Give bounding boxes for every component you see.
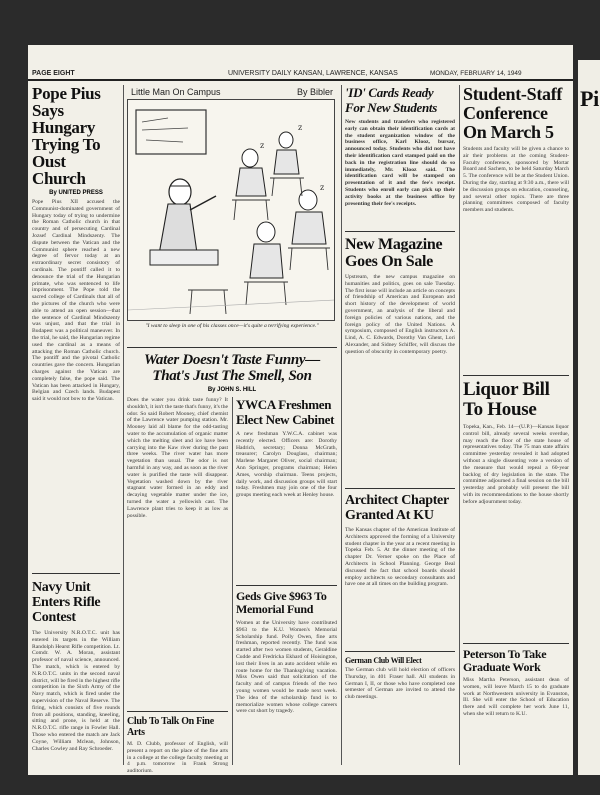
pope-headline: Pope Pius Says Hungary Trying To Oust Church [32,85,101,188]
divider [345,651,455,652]
column-rule [232,397,233,765]
divider [127,711,228,712]
cartoon-illustration [128,100,335,321]
issue-date: MONDAY, FEBRUARY 14, 1949 [430,70,522,77]
divider [236,585,337,586]
svg-text:z: z [298,123,303,132]
water-byline: By JOHN S. HILL [207,387,257,393]
magazine-headline: New Magazine Goes On Sale [345,236,443,270]
peterson-headline: Peterson To Take Graduate Work [463,647,547,674]
svg-text:z: z [260,141,265,150]
magazine-article: Upstream, the new campus magazine on humanities and politics, goes on sale Tuesday. The first issue will include an article on concepts of friendship of American and European and short history of the development of world government, an analysis of the liberal and foreign policies of various nations, and the foreign policy of the United Nations. A symposium, composed of English instructors A. Lind, A. C. Edwards, Dorothy Van Ghent, Lori Alexander, and Sidney Schiffer, will discuss the question of obscurity in contemporary poetry. [345,274,455,355]
navy-article: The University N.R.O.T.C. unit has entered its targets in the William Randolph Hearst Rifle competition. Lt. Comdr. W. A. Moran, assistant professor of naval science, announced. The match, which is entered by N.R.O.T.C. units in the second naval district, will be fired in the highest rifle competition in the Sixth Army of the Navy match, which is fired under the supervision of the Naval Reserve. The firing, which consists of five rounds from all positions, standing, kneeling, sitting and prone, is held at the N.R.O.T.C. rifle range in Fowler Hall. Those who entered the match are Jack Coyne, William Mclean, Johnson, Charles Cowley and Ray Schroeder. [32,630,120,752]
column-3 [236,397,337,770]
divider [463,375,569,376]
water-headline: Water Doesn't Taste Funny—That's Just The Smell, Son [144,352,320,384]
liquor-article: Topeka, Kan., Feb. 14—(U.P.)—Kansas liquor control bill, already several weeks overdue, may reach the floor of the state house of representatives today. The 75 man state affairs committee yesterday revealed it had adopted without a single dissenting vote a version of the measure that would repeal a 60-year backlog of dry legislation in the state. The committee adjourned a final session on the bill yesterday and probably will present the bill with its recommendations to the house shortly before adjournment today. [463,424,569,505]
geds-headline: Geds Give $963 To Memorial Fund [236,589,327,616]
newspaper-page [28,45,573,775]
column-4 [345,85,455,765]
masthead [28,67,573,81]
column-2 [127,397,228,775]
cartoon-caption: "I want to sleep in one of his classes once—it's quite a terrifying experience." [145,323,319,329]
geds-article: Women at the University have contributed $963 to the K.U. Women's Memorial Scholarship fund. Polly Owen, fine arts freshman, reported recently. The fund was started after two women students, Geraldine Cudde and Fredricka Ekhard of Hoisington, lost their lives in an auto accident while en route home for the Thanksgiving vacation. Miss Owen said that solicitation of the faculty and of campus friends of the two young women would be made next week. The idea of the scholarship fund is to memorialize women whose college careers were cut short by tragedy. [236,620,337,715]
cartoon-block [127,85,337,331]
conference-headline: Student-Staff Conference On March 5 [463,85,563,142]
page-number: PAGE EIGHT [32,70,75,77]
ywca-article: A new freshman Y.W.C.A. cabinet was recently elected. Officers are: Dorothy Hadrich, secretary; Donna McGrath, treasurer; Carolyn Douglass, chairman; Marlene Margaret Oliver, social chairman; Ann Springer, programs chairman; Helen Ames, worship chairman. Teens projects, daily work, and discussion groups will start today. Freshmen may join one of the four groups meeting each week at Henley house. [236,431,337,499]
divider [463,643,569,644]
column-rule [341,85,342,765]
column-rule [459,85,460,765]
liquor-headline: Liquor Bill To House [463,379,550,420]
club-headline: Club To Talk On Fine Arts [127,716,214,738]
adjacent-page-fragment: Pi [580,86,599,111]
cartoon-title [127,85,337,99]
cartoon-artist: By Bibler [296,87,333,97]
navy-headline: Navy Unit Enters Rifle Contest [32,580,101,625]
club-article: M. D. Clubb, professor of English, will present a report on the place of the fine arts in a college at the college faculty meeting at 4 p.m. tomorrow in Frank Strong auditorium. [127,741,228,775]
german-article: The German club will hold election of officers Thursday, in 401 Fraser hall. All students in German I, II, or those who have completed one semester of German are invited to attend the club meetings. [345,667,455,701]
column-rule [123,85,124,765]
adjacent-page-edge [578,60,600,775]
conference-article: Students and faculty will be given a chance to air their problems at the coming Student-Faculty conference, sponsored by Mortar Board and Sachem, to be held Saturday March 5. The conference will be at the Student Union. During the day, starting at 9:30 a.m., there will be discussion groups on education, counseling, and several other topics. There are three planning committees composed of faculty members and students. [463,146,569,214]
divider [345,231,455,232]
ywca-headline: YWCA Freshmen Elect New Cabinet [236,397,335,427]
cartoon-drawing [127,99,335,321]
cartoon-series: Little Man On Campus [131,87,221,97]
id-headline: 'ID' Cards Ready For New Students [345,85,438,115]
paper-title: UNIVERSITY DAILY KANSAN, LAWRENCE, KANSAS [228,70,398,77]
pope-byline: By UNITED PRESS [49,190,103,196]
column-1 [32,85,120,765]
divider [127,347,337,348]
water-story [127,343,337,396]
divider [32,573,120,574]
water-article: Does the water you drink taste funny? It shouldn't, it isn't the taste that's funny, it's the odor. So said Robert Mooney, chief chemist of the Lawrence water pumping station. Mr. Mooney laid all blame for the odd-tasting water to the accumulation of organic matter which the melting sleet and ice have been carrying into the Kaw river during the past three weeks. The river water has more vegetation than usual. The odor is not harmful in any way, and as soon as the river water is purified the taste will disappear. Vegetation washed down by the river stagnant water formed in an eddy and decaying vegetable matter under the ice, turned the water a yellowish cast. The Lawrence plant tries to keep it as low as possible. [127,397,228,519]
architect-headline: Architect Chapter Granted At KU [345,493,449,523]
architect-article: The Kansas chapter of the American Institute of Architects approved the forming of a University student chapter in the year at a recent meeting in Topeka Feb. 5. At the dinner meeting of the chapter Dr. Verner spoke on the Place of Architects in School Planning. George Beal discussed the fact that school boards should employ architects so secondary consultants and have one at all times on the building program. [345,527,455,588]
pope-article: Pope Pius XII accused the Communist-dominated government of Hungary today of trying to undermine the Roman Catholic church in that country and of persecuting Cardinal Jozsef Cardinal Mindszenty. The dispute between the Vatican and the Communist sphere reached a new degree of fervor today at an extraordinary secret consistory of cardinals. The pontiff called it to denounce the trial of the Hungarian primate, who was sentenced to life imprisonment. The Pope told the sacred college of Cardinals that all of the pictures of the church who were able to attend an open session—that the sentence of Cardinal Mindszenty was unjust, and that the trial in Budapest was a political maneuver. In the trial, he said, the Hungarian regime used the cardinal as a means of attacking the Roman Catholic church. The pontiff and the pivotal Catholic countries gave the concern. Hungarian charges against the Vatican are completely false, the pope said. The Vatican has been attacked in Hungary, Belgian and Czech lands. Budapest said it would not bow to the Vatican. [32,199,120,403]
peterson-article: Miss Martha Peterson, assistant dean of women, will leave March 15 to do graduate work at Northwestern university in Evanston, Ill. She will enter the School of Education there and will complete her work June 11, when she will return to K.U. [463,677,569,717]
german-headline: German Club Will Elect [345,656,422,665]
column-5 [463,85,569,765]
id-article: New students and transfers who registered early can obtain their identification cards at the student organization window of the business office, Karl Klooz, bursar, announced today. Students who did not have their identification card stamped paid on the back in the registration line should do so immediately, Mr. Klooz said. The identification card will be stamped on presentation of it and the fee's receipt. Students who enroll early can pick up their activity books at the business office by presenting their fee's receipts. [345,119,455,207]
svg-text:z: z [320,183,325,192]
divider [345,488,455,489]
